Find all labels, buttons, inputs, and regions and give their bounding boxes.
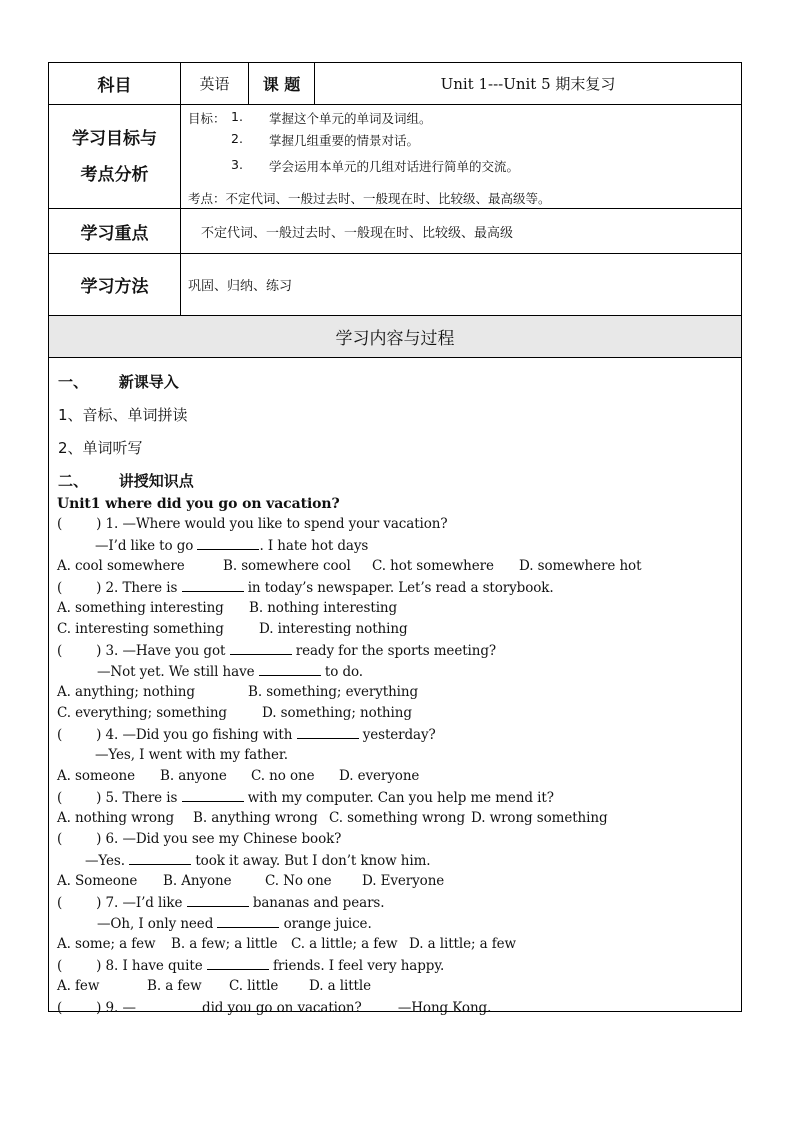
q9-stem	[57, 999, 491, 1016]
q3-opt-c: C. everything; something	[57, 705, 227, 721]
q6-stem-a: —Did you see my Chinese book?	[122, 831, 342, 847]
paren-open: (	[57, 643, 63, 659]
paren-open: (	[57, 1000, 63, 1016]
paren-close: )	[96, 1000, 102, 1016]
q7-opt-c: C. a little; a few	[291, 936, 398, 952]
q9-num: 9.	[105, 1000, 119, 1016]
q6-num: 6.	[105, 831, 119, 847]
q4-stem-b: yesterday?	[362, 727, 436, 743]
goals-label	[49, 105, 181, 208]
q3-stem-a: —Have you got	[122, 643, 226, 659]
q4-opt-d: D. everyone	[339, 768, 420, 784]
q8-opt-c: C. little	[229, 978, 279, 994]
key-points-text: 不定代词、一般过去时、一般现在时、比较级、最高级	[201, 225, 514, 241]
q8-opt-a: A. few	[57, 978, 100, 994]
q7-stem-a: —I’d like	[122, 895, 183, 911]
q5-stem-b: with my computer. Can you help me mend it?	[247, 790, 554, 806]
q1-opt-d: D. somewhere hot	[519, 558, 642, 574]
q8-stem-b: friends. I feel very happy.	[273, 958, 445, 974]
q3-stem-c: —Not yet. We still have	[97, 664, 255, 680]
topic-label: 课 题	[249, 63, 315, 104]
q3-stem-2	[97, 663, 363, 680]
paren-close: )	[96, 643, 102, 659]
goals-content	[181, 105, 741, 208]
q4-stem	[57, 726, 436, 743]
q4-stem-a: —Did you go fishing with	[122, 727, 293, 743]
section-1-title: 新课导入	[118, 373, 179, 391]
q2-opt-a: A. something interesting	[57, 600, 224, 616]
paren-close: )	[96, 958, 102, 974]
goal-text-2: 掌握几组重要的情景对话。	[269, 133, 420, 148]
section-2-num: 二、	[58, 472, 89, 490]
paren-open: (	[57, 790, 63, 806]
q8-opt-d: D. a little	[309, 978, 371, 994]
answer-blank	[129, 852, 191, 865]
q3-stem-d: to do.	[324, 664, 363, 680]
section-1-item-1: 1、音标、单词拼读	[58, 406, 188, 424]
q6-opt-a: A. Someone	[57, 873, 138, 889]
q3-opt-b: B. something; everything	[248, 684, 419, 700]
lesson-plan-table	[48, 62, 742, 1016]
answer-blank	[197, 537, 259, 550]
q3-stem-b: ready for the sports meeting?	[295, 643, 497, 659]
answer-blank	[187, 894, 249, 907]
q5-stem-a: There is	[122, 790, 178, 806]
section-1-heading	[58, 371, 179, 392]
q6-stem-2	[85, 852, 431, 869]
q6-opt-c: C. No one	[265, 873, 332, 889]
paren-close: )	[96, 895, 102, 911]
content-header: 学习内容与过程	[335, 329, 455, 349]
q1-stem-c: . I hate hot days	[259, 538, 369, 554]
q8-stem	[57, 957, 444, 974]
q4-opt-b: B. anyone	[160, 768, 227, 784]
goals-row	[49, 105, 741, 209]
q4-stem-c: —Yes, I went with my father.	[95, 747, 288, 763]
q6-opt-b: B. Anyone	[163, 873, 232, 889]
paren-close: )	[96, 831, 102, 847]
q1-num: 1.	[105, 516, 119, 532]
answer-blank	[259, 663, 321, 676]
goal-text-1: 掌握这个单元的单词及词组。	[269, 111, 432, 126]
q7-stem-2	[97, 915, 372, 932]
q5-num: 5.	[105, 790, 119, 806]
answer-blank	[230, 642, 292, 655]
answer-blank	[136, 999, 198, 1012]
q9-stem-c: —Hong Kong.	[397, 1000, 492, 1016]
q6-stem-c: took it away. But I don’t know him.	[195, 853, 431, 869]
q8-num: 8.	[105, 958, 119, 974]
q7-num: 7.	[105, 895, 119, 911]
content-header-row	[49, 316, 741, 358]
goal-num-3: 3.	[231, 157, 243, 172]
paren-open: (	[57, 831, 63, 847]
q5-opt-a: A. nothing wrong	[57, 810, 175, 826]
q2-opt-d: D. interesting nothing	[259, 621, 408, 637]
q7-stem-d: orange juice.	[283, 916, 372, 932]
q3-stem	[57, 642, 496, 659]
q1-opt-c: C. hot somewhere	[372, 558, 494, 574]
section-1-item-2: 2、单词听写	[58, 439, 143, 457]
q2-stem-a: There is	[122, 580, 178, 596]
q2-stem	[57, 579, 554, 596]
paren-close: )	[96, 580, 102, 596]
answer-blank	[182, 579, 244, 592]
q3-num: 3.	[105, 643, 119, 659]
answer-blank	[182, 789, 244, 802]
q4-opt-a: A. someone	[57, 768, 135, 784]
unit-title: Unit1 where did you go on vacation?	[57, 496, 340, 512]
section-1-num: 一、	[58, 373, 89, 391]
q2-num: 2.	[105, 580, 119, 596]
q5-stem	[57, 789, 554, 806]
answer-blank	[297, 726, 359, 739]
goals-label-line2: 考点分析	[80, 164, 149, 185]
q1-opt-a: A. cool somewhere	[57, 558, 185, 574]
method-text: 巩固、归纳、练习	[188, 279, 293, 294]
subject-label: 科目	[49, 63, 181, 104]
q2-opt-b: B. nothing interesting	[249, 600, 398, 616]
q3-opt-d: D. something; nothing	[262, 705, 412, 721]
goal-num-2: 2.	[231, 131, 243, 146]
q1-stem-b: —I’d like to go	[95, 538, 194, 554]
q7-opt-d: D. a little; a few	[409, 936, 516, 952]
answer-blank	[207, 957, 269, 970]
q6-stem	[57, 831, 341, 847]
section-2-heading	[58, 470, 194, 491]
q1-stem	[57, 516, 448, 532]
paren-open: (	[57, 516, 63, 532]
exam-points: 考点：不定代词、一般过去时、一般现在时、比较级、最高级等。	[188, 191, 551, 206]
q7-opt-b: B. a few; a little	[171, 936, 278, 952]
paren-open: (	[57, 580, 63, 596]
q1-opt-b: B. somewhere cool	[223, 558, 351, 574]
answer-blank	[217, 915, 279, 928]
header-row	[49, 63, 741, 105]
goal-text-3: 学会运用本单元的几组对话进行简单的交流。	[269, 159, 520, 174]
paren-close: )	[96, 727, 102, 743]
method-row	[49, 254, 741, 316]
goals-prefix: 目标：	[188, 111, 226, 126]
paren-close: )	[96, 516, 102, 532]
paren-open: (	[57, 958, 63, 974]
q8-stem-a: I have quite	[122, 958, 203, 974]
q2-opt-c: C. interesting something	[57, 621, 224, 637]
topic-value: Unit 1---Unit 5 期末复习	[440, 75, 616, 93]
q7-stem-c: —Oh, I only need	[97, 916, 214, 932]
q4-opt-c: C. no one	[251, 768, 315, 784]
subject-value: 英语	[181, 63, 249, 104]
q9-stem-a: —	[122, 1000, 136, 1016]
q9-stem-b: did you go on vacation?	[202, 1000, 362, 1016]
goal-num-1: 1.	[231, 109, 243, 124]
method-label: 学习方法	[49, 254, 181, 315]
paren-open: (	[57, 895, 63, 911]
q8-opt-b: B. a few	[147, 978, 202, 994]
goals-label-line1: 学习目标与	[72, 128, 157, 149]
key-points-label: 学习重点	[49, 209, 181, 253]
q6-opt-d: D. Everyone	[362, 873, 445, 889]
q7-stem-b: bananas and pears.	[252, 895, 385, 911]
q1-stem-a: —Where would you like to spend your vacation?	[122, 516, 448, 532]
q4-num: 4.	[105, 727, 119, 743]
q7-opt-a: A. some; a few	[57, 936, 156, 952]
paren-close: )	[96, 790, 102, 806]
q5-opt-d: D. wrong something	[471, 810, 608, 826]
q5-opt-b: B. anything wrong	[193, 810, 318, 826]
section-2-title: 讲授知识点	[118, 472, 194, 490]
q5-opt-c: C. something wrong	[329, 810, 466, 826]
key-points-row	[49, 209, 741, 254]
q2-stem-b: in today’s newspaper. Let’s read a storybook.	[247, 580, 554, 596]
q6-stem-b: —Yes.	[85, 853, 125, 869]
q7-stem	[57, 894, 384, 911]
q1-stem-2	[95, 537, 368, 554]
paren-open: (	[57, 727, 63, 743]
q3-opt-a: A. anything; nothing	[57, 684, 195, 700]
